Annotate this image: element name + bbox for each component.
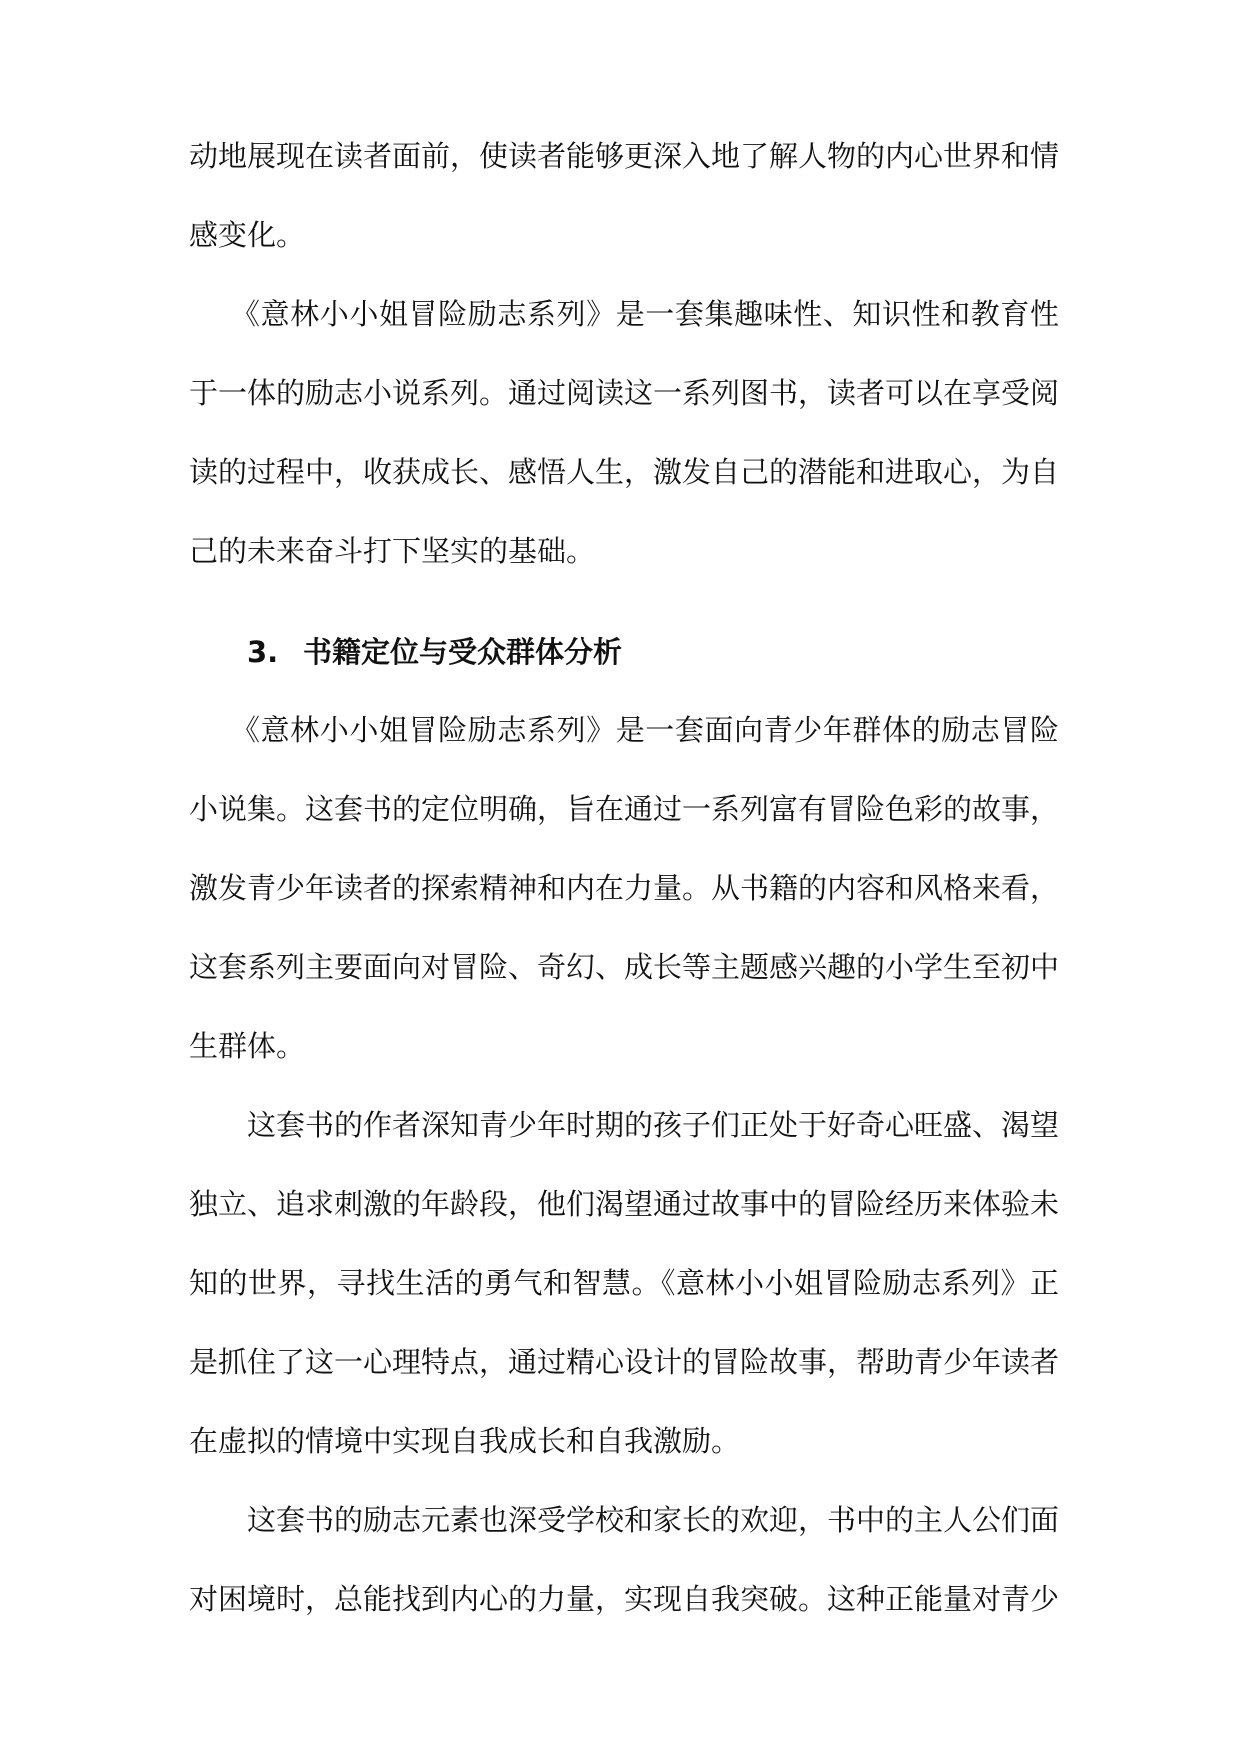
paragraph-2-line-4: 己的未来奋斗打下坚实的基础。 [189,534,596,568]
paragraph-5-line-2: 对困境时，总能找到内心的力量，实现自我突破。这种正能量对青少 [189,1582,1060,1616]
paragraph-1-line-2: 感变化。 [189,218,306,252]
paragraph-4-line-4: 是抓住了这一心理特点，通过精心设计的冒险故事，帮助青少年读者 [189,1345,1060,1379]
section-title: 书籍定位与受众群体分析 [303,635,623,669]
paragraph-3-line-1: 《意林小小姐冒险励志系列》是一套面向青少年群体的励志冒险 [231,713,1059,747]
paragraph-4-line-5: 在虚拟的情境中实现自我成长和自我激励。 [189,1424,741,1458]
paragraph-2-line-2: 于一体的励志小说系列。通过阅读这一系列图书，读者可以在享受阅 [189,376,1060,410]
section-number: 3. [247,635,279,669]
paragraph-4-line-1: 这套书的作者深知青少年时期的孩子们正处于好奇心旺盛、渴望 [247,1108,1060,1142]
paragraph-3-line-2: 小说集。这套书的定位明确，旨在通过一系列富有冒险色彩的故事， [189,792,1060,826]
paragraph-5-line-1: 这套书的励志元素也深受学校和家长的欢迎，书中的主人公们面 [247,1503,1060,1537]
paragraph-2-line-3: 读的过程中，收获成长、感悟人生，激发自己的潜能和进取心，为自 [189,455,1060,489]
paragraph-4-line-2: 独立、追求刺激的年龄段，他们渴望通过故事中的冒险经历来体验未 [189,1187,1060,1221]
paragraph-3-line-3: 激发青少年读者的探索精神和内在力量。从书籍的内容和风格来看， [189,871,1060,905]
section-heading [247,632,622,672]
paragraph-3-line-5: 生群体。 [189,1029,306,1063]
paragraph-2-line-1: 《意林小小姐冒险励志系列》是一套集趣味性、知识性和教育性 [231,297,1059,331]
paragraph-3-line-4: 这套系列主要面向对冒险、奇幻、成长等主题感兴趣的小学生至初中 [189,950,1060,984]
paragraph-4-line-3: 知的世界，寻找生活的勇气和智慧。《意林小小姐冒险励志系列》正 [189,1266,1059,1300]
paragraph-1-line-1: 动地展现在读者面前，使读者能够更深入地了解人物的内心世界和情 [189,139,1060,173]
